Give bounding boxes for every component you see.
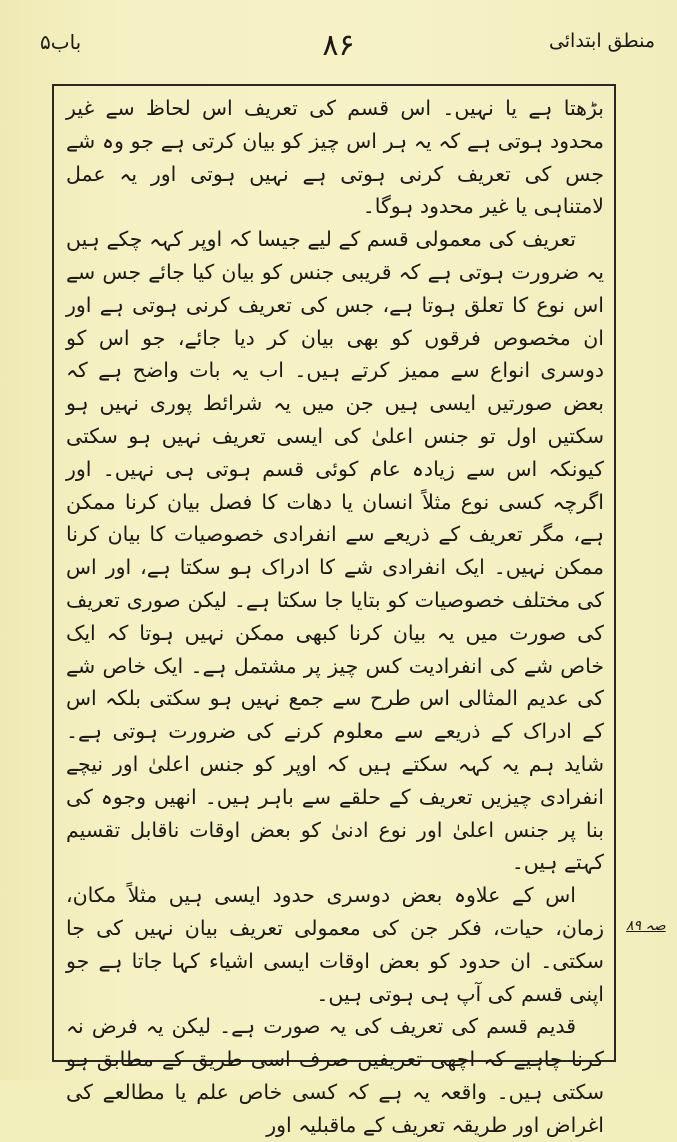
- page-body: [66, 92, 604, 1142]
- page-number: ۸۶: [322, 28, 355, 63]
- chapter-label: باب۵: [40, 30, 82, 54]
- book-title: منطق ابتدائی: [548, 30, 655, 52]
- paragraph: قدیم قسم کی تعریف کی یہ صورت ہے۔ لیکن یہ فرض نہ کرنا چاہیے کہ اچھی تعریفیں صرف اسی طریق کے مطابق ہو سکتی ہیں۔ واقعہ یہ ہے کہ کسی خاص علم یا مطالعے کی اغراض اور طریقہ تعریف کے ماقبلیہ اور: [66, 1014, 604, 1137]
- paragraph: بڑھتا ہے یا نہیں۔ اس قسم کی تعریف اس لحاظ سے غیر محدود ہوتی ہے کہ یہ ہر اس چیز کو بیان کرتی ہے جو وہ شے جس کی تعریف کرنی ہوتی ہے نہیں ہوتی اور یہ عمل لامتناہی یا غیر محدود ہوگا۔: [66, 96, 604, 219]
- paragraph: تعریف کی معمولی قسم کے لیے جیسا کہ اوپر کہہ چکے ہیں یہ ضرورت ہوتی ہے کہ قریبی جنس کو بیان کیا جائے جس سے اس نوع کا تعلق ہوتا ہے، جس کی تعریف کرنی ہوتی ہے اور ان مخصوص فرقوں کو بھی بیان کر دیا جائے، جو اس کو دوسری انواع سے ممیز کرتے ہیں۔ اب یہ بات واضح ہے کہ بعض صورتیں ایسی ہیں جن میں یہ شرائط پوری نہیں ہو سکتیں اول تو جنس اعلیٰ کی ایسی تعریف نہیں ہو سکتی کیونکہ اس سے زیادہ عام کوئی قسم ہوتی ہی نہیں۔ اور اگرچہ کسی نوع مثلاً انسان یا دھات کا فصل بیان کرنا ممکن ہے، مگر تعریف کے ذریعے سے انفرادی خصوصیات کا بیان کرنا ممکن نہیں۔ ایک انفرادی شے کا ادراک ہو سکتا ہے، اور اس کی مختلف خصوصیات کو بتایا جا سکتا ہے۔ لیکن صوری تعریف کی صورت میں یہ بیان کرنا کبھی ممکن نہیں ہوتا کہ ایک خاص شے کی انفرادیت کس چیز پر مشتمل ہے۔ ایک خاص شے کی عدیم المثالی اس طرح سے جمع نہیں ہو سکتی بلکہ اس کے ادراک کے ذریعے سے معلوم کرنے کی ضرورت ہوتی ہے۔ شاید ہم یہ کہہ سکتے ہیں کہ اوپر کو جنس اعلیٰ اور نیچے انفرادی چیزیں تعریف کے حلقے سے باہر ہیں۔ انھیں وجوہ کی بنا پر جنس اعلیٰ اور نوع ادنیٰ کو بعض اوقات ناقابل تقسیم کہتے ہیں۔: [66, 227, 604, 875]
- margin-note: صہ ۸۹: [626, 918, 666, 934]
- paragraph: اس کے علاوہ بعض دوسری حدود ایسی ہیں مثلاً مکان، زمان، حیات، فکر جن کی معمولی تعریف بیان نہیں کی جا سکتی۔ ان حدود کو بعض اوقات ایسی اشیاء کہا جاتا ہے جو اپنی قسم کی آپ ہی ہوتی ہیں۔: [66, 883, 604, 1006]
